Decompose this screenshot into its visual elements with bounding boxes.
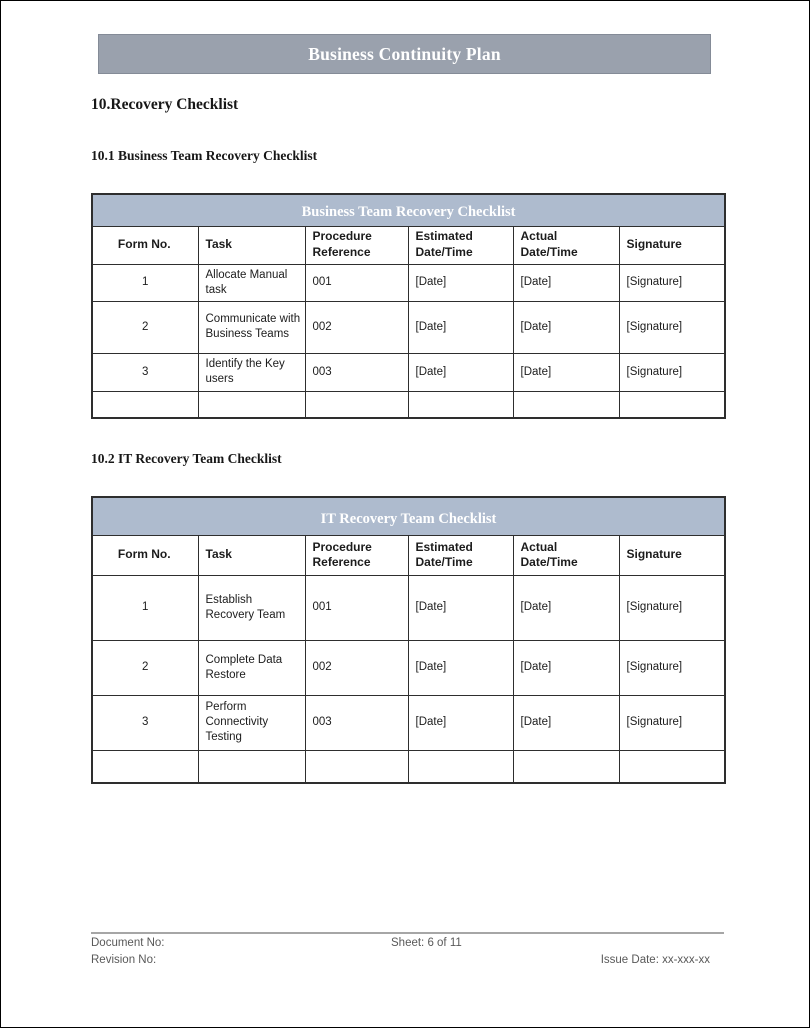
cell-procedure-reference: 001: [305, 264, 408, 301]
cell-estimated-date: [Date]: [408, 640, 513, 695]
cell-task: [198, 391, 305, 418]
cell-form-no: 2: [92, 640, 198, 695]
cell-procedure-reference: 003: [305, 353, 408, 391]
table-row: [92, 640, 725, 695]
sheet-number: Sheet: 6 of 11: [391, 937, 462, 949]
cell-signature: [Signature]: [619, 301, 725, 353]
document-title-banner: [98, 34, 711, 74]
cell-form-no: 1: [92, 264, 198, 301]
column-header-estimated-datetime: Estimated Date/Time: [408, 535, 513, 575]
cell-procedure-reference: 003: [305, 695, 408, 750]
cell-procedure-reference: 002: [305, 301, 408, 353]
cell-estimated-date: [Date]: [408, 695, 513, 750]
cell-form-no: 2: [92, 301, 198, 353]
document-title: Business Continuity Plan: [308, 43, 501, 64]
cell-actual-date: [513, 391, 619, 418]
footer-line-1: [91, 937, 724, 954]
section-heading-10-1: 10.1 Business Team Recovery Checklist: [91, 148, 318, 163]
cell-task: Complete Data Restore: [198, 640, 305, 695]
cell-procedure-reference: [305, 750, 408, 783]
page-footer: [91, 932, 724, 971]
cell-actual-date: [Date]: [513, 640, 619, 695]
table-title: IT Recovery Team Checklist: [92, 497, 725, 535]
cell-actual-date: [Date]: [513, 353, 619, 391]
cell-form-no: [92, 391, 198, 418]
cell-procedure-reference: 002: [305, 640, 408, 695]
table-title-row: [92, 194, 725, 226]
column-header-signature: Signature: [619, 535, 725, 575]
footer-line-2: [91, 954, 724, 971]
table-row: [92, 575, 725, 640]
cell-signature: [Signature]: [619, 353, 725, 391]
cell-estimated-date: [Date]: [408, 575, 513, 640]
it-recovery-checklist-table: [91, 496, 726, 784]
table-row: [92, 301, 725, 353]
table-header-row: [92, 226, 725, 264]
cell-task: Communicate with Business Teams: [198, 301, 305, 353]
cell-form-no: 3: [92, 695, 198, 750]
table-header-row: [92, 535, 725, 575]
cell-estimated-date: [Date]: [408, 301, 513, 353]
cell-signature: [Signature]: [619, 695, 725, 750]
cell-actual-date: [513, 750, 619, 783]
table-title-row: [92, 497, 725, 535]
cell-actual-date: [Date]: [513, 264, 619, 301]
cell-estimated-date: [Date]: [408, 353, 513, 391]
cell-procedure-reference: 001: [305, 575, 408, 640]
cell-task: Establish Recovery Team: [198, 575, 305, 640]
cell-signature: [Signature]: [619, 575, 725, 640]
column-header-form-no: Form No.: [92, 535, 198, 575]
table-row-empty: [92, 391, 725, 418]
section-heading-10-2: 10.2 IT Recovery Team Checklist: [91, 451, 282, 467]
column-header-signature: Signature: [619, 226, 725, 264]
revision-no-label: Revision No:: [91, 954, 157, 966]
cell-signature: [619, 750, 725, 783]
cell-actual-date: [Date]: [513, 301, 619, 353]
cell-signature: [619, 391, 725, 418]
table-row: [92, 264, 725, 301]
cell-task: Identify the Key users: [198, 353, 305, 391]
cell-estimated-date: [Date]: [408, 264, 513, 301]
table-row-empty: [92, 750, 725, 783]
cell-procedure-reference: [305, 391, 408, 418]
cell-task: Perform Connectivity Testing: [198, 695, 305, 750]
cell-estimated-date: [408, 391, 513, 418]
table-row: [92, 353, 725, 391]
cell-actual-date: [Date]: [513, 575, 619, 640]
cell-signature: [Signature]: [619, 640, 725, 695]
table-title: Business Team Recovery Checklist: [92, 194, 725, 226]
cell-form-no: 1: [92, 575, 198, 640]
cell-form-no: [92, 750, 198, 783]
cell-form-no: 3: [92, 353, 198, 391]
column-header-estimated-datetime: Estimated Date/Time: [408, 226, 513, 264]
business-team-checklist-table: [91, 193, 726, 419]
table-row: [92, 695, 725, 750]
column-header-actual-datetime: Actual Date/Time: [513, 226, 619, 264]
column-header-procedure-reference: Procedure Reference: [305, 226, 408, 264]
column-header-form-no: Form No.: [92, 226, 198, 264]
column-header-procedure-reference: Procedure Reference: [305, 535, 408, 575]
column-header-task: Task: [198, 226, 305, 264]
column-header-task: Task: [198, 535, 305, 575]
cell-actual-date: [Date]: [513, 695, 619, 750]
cell-estimated-date: [408, 750, 513, 783]
cell-task: Allocate Manual task: [198, 264, 305, 301]
document-no-label: Document No:: [91, 937, 165, 949]
main-heading: 10.Recovery Checklist: [91, 96, 239, 113]
cell-task: [198, 750, 305, 783]
column-header-actual-datetime: Actual Date/Time: [513, 535, 619, 575]
issue-date-label: Issue Date: xx-xxx-xx: [600, 954, 710, 966]
cell-signature: [Signature]: [619, 264, 725, 301]
